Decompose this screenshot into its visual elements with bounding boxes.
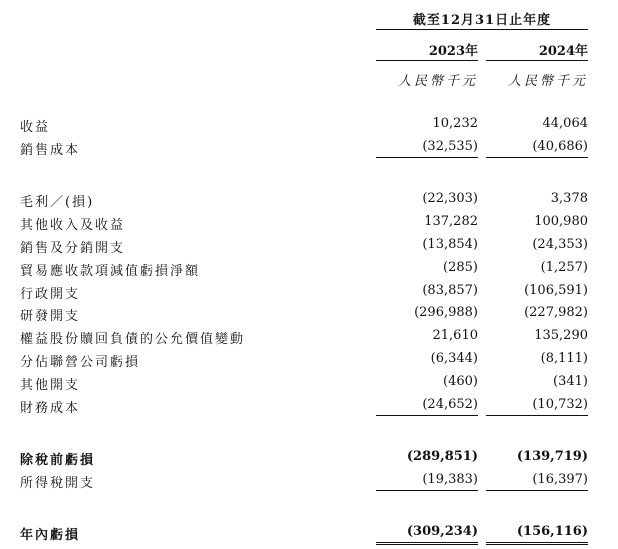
subtotal-rule-2023 <box>376 157 478 158</box>
value-2024-admin-expenses: (106,591) <box>524 283 588 298</box>
value-2023-cost-of-sales: (32,535) <box>422 139 478 154</box>
value-2023-income-tax: (19,383) <box>422 472 478 487</box>
row-label-share-of-associate-loss: 分佔聯營公司虧損 <box>20 355 141 370</box>
value-2023-loss-for-year: (309,234) <box>406 524 478 539</box>
value-2023-other-expenses: (460) <box>443 374 478 389</box>
value-2024-loss-before-tax: (139,719) <box>516 449 588 464</box>
unit-2024: 人民幣千元 <box>507 74 588 89</box>
total-double-rule-2023 <box>376 542 478 545</box>
value-2024-selling-expenses: (24,353) <box>532 237 588 252</box>
row-label-income-tax: 所得稅開支 <box>20 476 96 491</box>
year-2023-header: 2023年 <box>428 44 478 59</box>
value-2024-finance-costs: (10,732) <box>532 397 588 412</box>
row-label-cost-of-sales: 銷售成本 <box>20 143 81 158</box>
row-label-rnd-expenses: 研發開支 <box>20 309 81 324</box>
value-2023-rnd-expenses: (296,988) <box>414 305 478 320</box>
value-2024-gross-profit: 3,378 <box>550 191 588 206</box>
value-2024-other-expenses: (341) <box>553 374 588 389</box>
subtotal-rule-2024 <box>486 490 588 491</box>
subtotal-rule-2023 <box>376 415 478 416</box>
total-double-rule-2024 <box>486 542 588 545</box>
value-2024-share-of-associate-loss: (8,111) <box>540 351 588 366</box>
value-2023-share-of-associate-loss: (6,344) <box>430 351 478 366</box>
row-label-loss-for-year: 年內虧損 <box>20 528 81 543</box>
row-label-admin-expenses: 行政開支 <box>20 287 81 302</box>
row-label-other-income: 其他收入及收益 <box>20 218 126 233</box>
row-label-gross-profit: 毛利／(損) <box>20 195 95 210</box>
value-2024-impairment-loss: (1,257) <box>540 260 588 275</box>
value-2023-selling-expenses: (13,854) <box>422 237 478 252</box>
unit-2023: 人民幣千元 <box>397 74 478 89</box>
subtotal-rule-2024 <box>486 157 588 158</box>
value-2024-cost-of-sales: (40,686) <box>532 139 588 154</box>
row-label-fair-value-change: 權益股份贖回負債的公允價值變動 <box>20 332 246 347</box>
value-2023-admin-expenses: (83,857) <box>422 283 478 298</box>
value-2023-gross-profit: (22,303) <box>422 191 478 206</box>
year-2024-underline <box>486 60 588 61</box>
value-2024-other-income: 100,980 <box>534 214 588 229</box>
value-2024-fair-value-change: 135,290 <box>534 328 588 343</box>
value-2023-fair-value-change: 21,610 <box>432 328 478 343</box>
year-2024-header: 2024年 <box>538 44 588 59</box>
period-header: 截至12月31日止年度 <box>412 13 552 28</box>
value-2023-loss-before-tax: (289,851) <box>406 449 478 464</box>
row-label-revenue: 收益 <box>20 120 51 135</box>
period-underline <box>376 29 588 30</box>
row-label-loss-before-tax: 除稅前虧損 <box>20 453 96 468</box>
value-2023-other-income: 137,282 <box>424 214 478 229</box>
row-label-finance-costs: 財務成本 <box>20 401 81 416</box>
subtotal-rule-2023 <box>376 490 478 491</box>
value-2024-income-tax: (16,397) <box>532 472 588 487</box>
value-2023-impairment-loss: (285) <box>443 260 478 275</box>
value-2024-revenue: 44,064 <box>542 116 588 131</box>
row-label-selling-expenses: 銷售及分銷開支 <box>20 241 126 256</box>
value-2023-revenue: 10,232 <box>432 116 478 131</box>
row-label-other-expenses: 其他開支 <box>20 378 81 393</box>
value-2024-rnd-expenses: (227,982) <box>524 305 588 320</box>
year-2023-underline <box>376 60 478 61</box>
value-2024-loss-for-year: (156,116) <box>516 524 588 539</box>
subtotal-rule-2024 <box>486 415 588 416</box>
value-2023-finance-costs: (24,652) <box>422 397 478 412</box>
row-label-impairment-loss: 貿易應收款項減值虧損淨額 <box>20 264 201 279</box>
